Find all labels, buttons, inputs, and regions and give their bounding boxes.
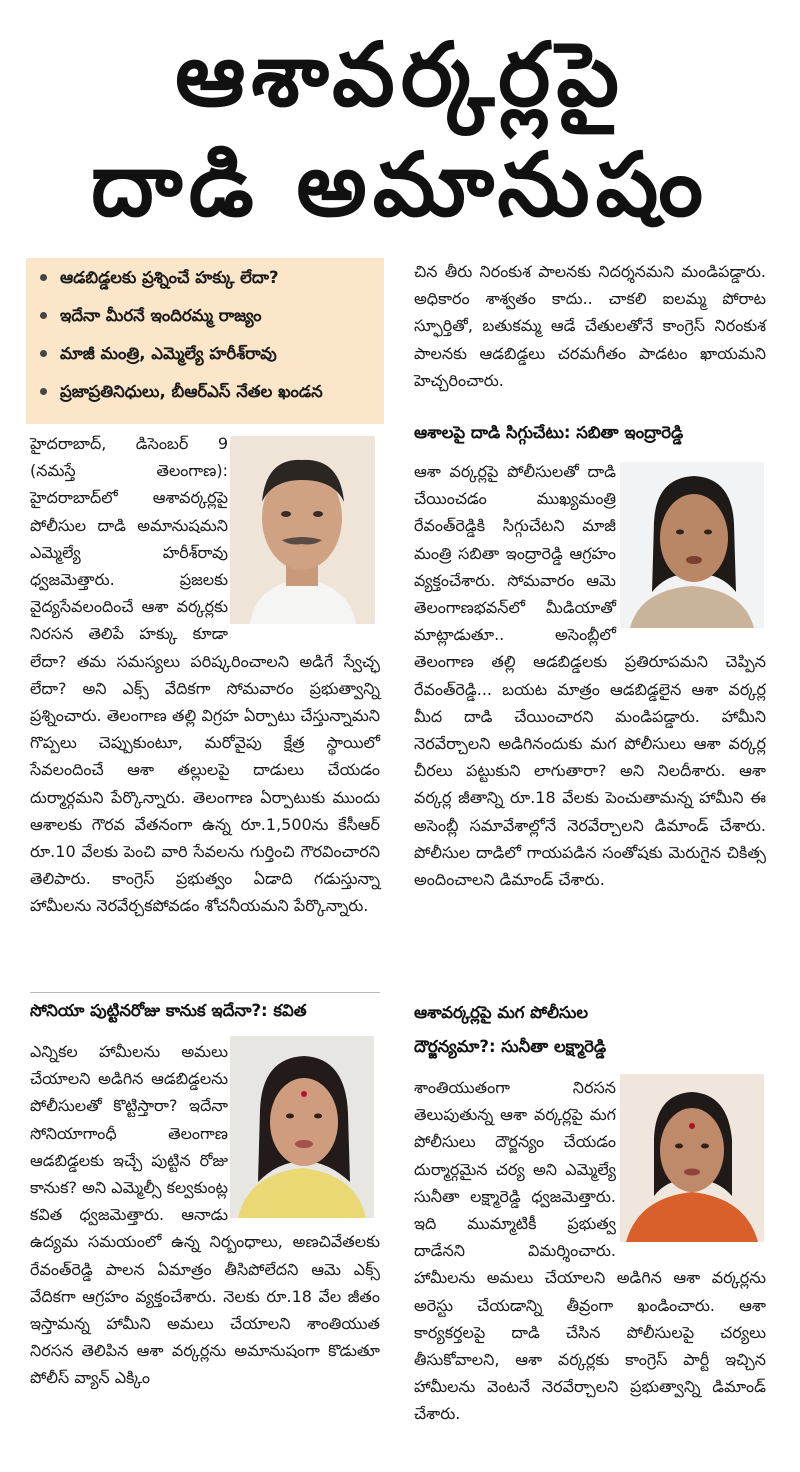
headline-line-2: దాడి అమానుషం: [91, 133, 709, 236]
main-article-text: హైదరాబాద్, డిసెంబర్ 9 (నమస్తే తెలంగాణ): హైదరాబాద్‌లో ఆశావర్కర్లపై పోలీసుల దాడి అమానుషమని ఎమ్మెల్యే హరీశ్‌రావు ధ్వజమెత్తారు. ప్రజలకు వైద్యసేవలందించే ఆశా వర్కర్లకు నిరసన తెలిపే హక్కు కూడా లేదా? తమ సమస్యలు పరిష్కరించాలని అడిగే స్వేచ్ఛ లేదా? అని ఎక్స్ వేదికగా సోమవారం ప్రభుత్వాన్ని ప్రశ్నించారు. తెలంగాణ తల్లి విగ్రహ ఏర్పాటు చేస్తున్నామని గొప్పలు చెప్పుకుంటూ, మరోవైపు క్షేత్ర స్థాయిలో సేవలందించే ఆశా తల్లులపై దాడులు చేయడం దుర్మార్గమని పేర్కొన్నారు. తెలంగాణ ఏర్పాటుకు ముందు ఆశాలకు గౌరవ వేతనంగా ఉన్న రూ.1,500ను కేసీఆర్ రూ.10 వేలకు పెంచి వారి సేవలను గుర్తించి గౌరవించారని తెలిపారు. కాంగ్రెస్ ప్రభుత్వం ఏడాది గడుస్తున్నా హామీలను నెరవేర్చకపోవడం శోచనీయమని పేర్కొన్నారు.: [30, 434, 380, 916]
kavitha-article: [30, 1038, 380, 1392]
sabitha-heading: ఆశాలపై దాడి సిగ్గుచేటు: సబితా ఇంద్రారెడ్డి: [414, 423, 684, 442]
continuation-text: చిన తీరు నిరంకుశ పాలనకు నిదర్శనమని మండిపడ్డారు. అధికారం శాశ్వతం కాదు.. చాకలి ఐలమ్మ పోరాట స్ఫూర్తితో, బతుకమ్మ ఆడే చేతులతోనే కాంగ్రెస్ నిరంకుశ పాలనకు ఆడబిడ్డలు చరమగీతం పాడటం ఖాయమని హెచ్చరించారు.: [414, 262, 766, 390]
photo-space: [228, 1038, 380, 1222]
sunitha-article: [414, 1074, 766, 1428]
bullet-dot: [40, 274, 47, 281]
sunitha-heading-line1: ఆశావర్కర్లపై మగ పోలీసుల: [414, 1003, 589, 1022]
bullet-dot: [40, 388, 47, 395]
highlight-item: [36, 268, 376, 288]
highlight-item: [36, 306, 376, 326]
main-article: [30, 430, 380, 920]
highlight-text: ప్రజాప్రతినిధులు, బీఆర్‌ఎస్ నేతల ఖండన: [60, 382, 323, 401]
photo-space: [616, 458, 766, 630]
highlights-box: [26, 258, 384, 424]
article-continuation: [414, 258, 766, 394]
bullet-dot: [40, 350, 47, 357]
highlight-item: [36, 382, 376, 402]
photo-space: [228, 430, 380, 626]
photo-space: [616, 1074, 766, 1246]
bullet-dot: [40, 312, 47, 319]
highlight-text: ఆడబిడ్డలకు ప్రశ్నించే హక్కు లేదా?: [60, 268, 279, 287]
sunitha-text: శాంతియుతంగా నిరసన తెలుపుతున్న ఆశా వర్కర్లపై మగ పోలీసులు దౌర్జన్యం చేయడం దుర్మార్గమైన చర్య అని ఎమ్మెల్యే సునీతా లక్ష్మారెడ్డి ధ్వజమెత్తారు. ఇది ముమ్మాటికీ ప్రభుత్వ దాడేనని విమర్శించారు. హామీలను అమలు చేయాలని అడిగిన ఆశా వర్కర్లను అరెస్టు చేయడాన్ని తీవ్రంగా ఖండించారు. ఆశా కార్యకర్తలపై దాడి చేసిన పోలీసులపై చర్యలు తీసుకోవాలని, ఆశా వర్కర్లకు కాంగ్రెస్ పార్టీ ఇచ్చిన హామీలను వెంటనే నెరవేర్చాలని ప్రభుత్వాన్ని డిమాండ్ చేశారు.: [414, 1078, 766, 1424]
kavitha-heading: సోనియా పుట్టినరోజు కానుక ఇదేనా?: కవిత: [30, 1001, 307, 1020]
sunitha-heading: [414, 1000, 766, 1060]
highlight-item: [36, 344, 376, 364]
sabitha-article: [414, 458, 766, 893]
sunitha-heading-line2: దౌర్జన్యమా?: సునీతా లక్ష్మారెడ్డి: [414, 1037, 607, 1056]
kavitha-text: ఎన్నికల హామీలను అమలు చేయాలని అడిగిన ఆడబిడ్డలను పోలీసులతో కొట్టిస్తారా? ఇదేనా సోనియాగాంధీ తెలంగాణ ఆడబిడ్డలకు ఇచ్చే పుట్టిన రోజు కానుక? అని ఎమ్మెల్సీ కల్వకుంట్ల కవిత ధ్వజమెత్తారు. ఆనాడు ఉద్యమ సమయంలో ఉన్న నిర్బంధాలు, అణచివేతలకు రేవంత్‌రెడ్డి పాలన ఏమాత్రం తీసిపోలేదని ఆమె ఎక్స్ వేదికగా ఆగ్రహం వ్యక్తంచేశారు. నెలకు రూ.18 వేల జీతం ఇస్తామన్న హామీని అమలు చేయాలని శాంతియుత నిరసన తెలిపిన ఆశా వర్కర్లను అమానుషంగా కొడుతూ పోలీస్ వ్యాన్ ఎక్కిం: [30, 1042, 380, 1388]
divider: [30, 992, 380, 993]
highlight-text: మాజీ మంత్రి, ఎమ్మెల్యే హరీశ్‌రావు: [60, 344, 277, 363]
headline-line-1: ఆశావర్కర్లపై: [175, 23, 625, 126]
highlight-text: ఇదేనా మీరనే ఇందిరమ్మ రాజ్యం: [60, 306, 262, 325]
sabitha-text: ఆశా వర్కర్లపై పోలీసులతో దాడి చేయించడం ముఖ్యమంత్రి రేవంత్‌రెడ్డికి సిగ్గుచేటని మాజీ మంత్రి సబితా ఇంద్రారెడ్డి ఆగ్రహం వ్యక్తంచేశారు. సోమవారం ఆమె తెలంగాణభవన్‌లో మీడియాతో మాట్లాడుతూ.. అసెంబ్లీలో తెలంగాణ తల్లి ఆడబిడ్డలకు ప్రతిరూపమని చెప్పిన రేవంత్‌రెడ్డి... బయట మాత్రం ఆడబిడ్డలైన ఆశా వర్కర్ల మీద దాడి చేయించారని మండిపడ్డారు. హామీని నెరవేర్చాలని అడిగినందుకు మగ పోలీసులు ఆశా వర్కర్ల చీరలు పట్టుకుని లాగుతారా? అని నిలదీశారు. ఆశా వర్కర్ల జీతాన్ని రూ.18 వేలకు పెంచుతామన్న హామీని ఈ అసెంబ్లీ సమావేశాల్లోనే నెరవేర్చాలని డిమాండ్ చేశారు. పోలీసుల దాడిలో గాయపడిన సంతోషకు మెరుగైన చికిత్స అందించాలని డిమాండ్ చేశారు.: [414, 462, 766, 890]
